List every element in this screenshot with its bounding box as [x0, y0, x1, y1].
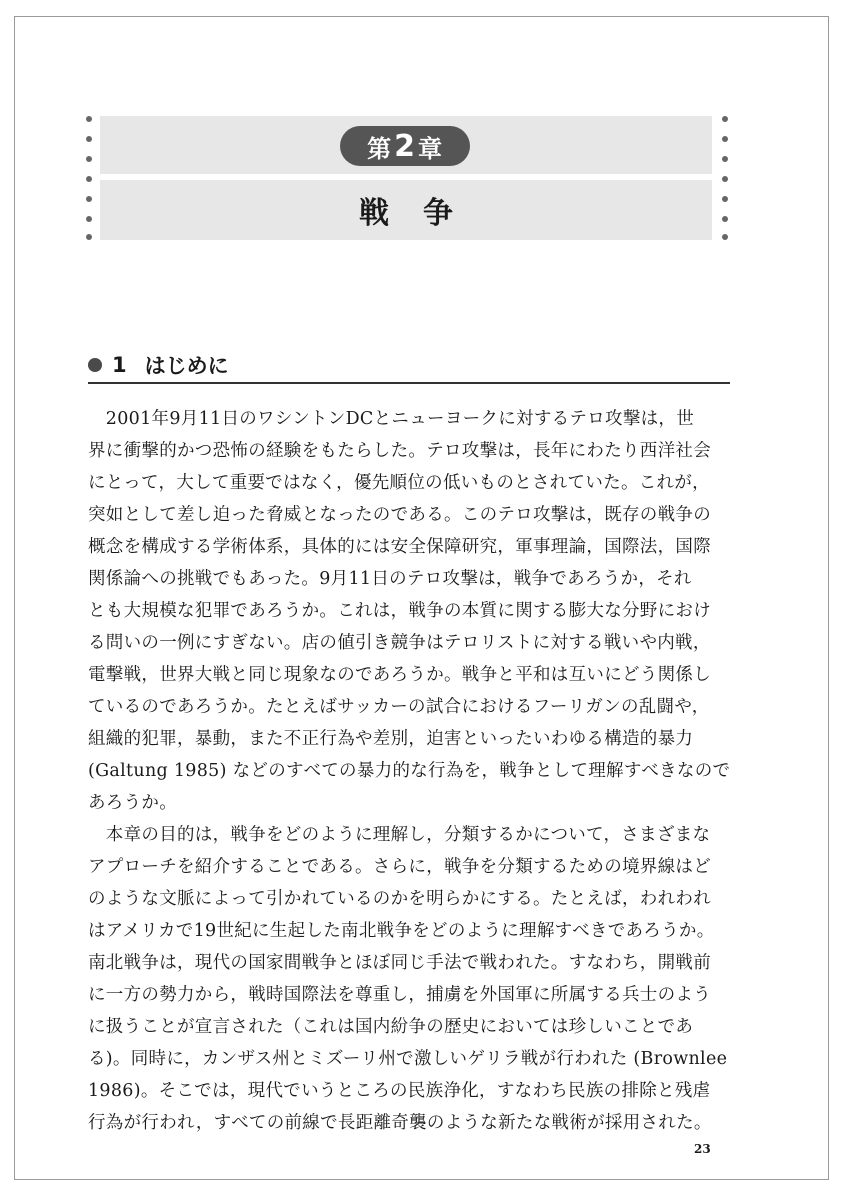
chapter-label — [340, 126, 470, 166]
body-line: 概念を構成する学術体系，具体的には安全保障研究，軍事理論，国際法，国際 — [88, 537, 711, 557]
body-line: はアメリカで19世紀に生起した南北戦争をどのように理解すべきであろうか。 — [88, 921, 715, 941]
body-line: (Galtung 1985) などのすべての暴力的な行為を，戦争として理解すべきなので — [88, 761, 731, 781]
body-line: 1986)。そこでは，現代でいうところの民族浄化，すなわち民族の排除と残虐 — [88, 1081, 711, 1101]
body-line: 関係論への挑戦でもあった。9月11日のテロ攻撃は，戦争であろうか，それ — [88, 569, 692, 589]
body-line: 本章の目的は，戦争をどのように理解し，分類するかについて，さまざまな — [88, 825, 711, 845]
body-line: のような文脈によって引かれているのかを明らかにする。たとえば，われわれ — [88, 889, 711, 909]
body-line: あろうか。 — [88, 793, 177, 813]
body-line: 2001年9月11日のワシントンDCとニューヨークに対するテロ攻撃は，世 — [88, 409, 695, 429]
chapter-header — [100, 116, 712, 240]
body-line: 電撃戦，世界大戦と同じ現象なのであろうか。戦争と平和は互いにどう関係し — [88, 665, 711, 685]
chapter-label-suffix: 章 — [417, 134, 443, 163]
body-line: とも大規模な犯罪であろうか。これは，戦争の本質に関する膨大な分野におけ — [88, 601, 711, 621]
body-line: にとって，大して重要ではなく，優先順位の低いものとされていた。これが， — [88, 473, 710, 493]
body-line: アプローチを紹介することである。さらに，戦争を分類するための境界線はど — [88, 857, 711, 877]
right-dot-border — [722, 116, 730, 240]
body-line: に扱うことが宣言された（これは国内紛争の歴史においては珍しいことであ — [88, 1017, 694, 1037]
body-line: 組織的犯罪，暴動，また不正行為や差別，迫害といったいわゆる構造的暴力 — [88, 729, 694, 749]
body-line: る問いの一例にすぎない。店の値引き競争はテロリストに対する戦いや内戦， — [88, 633, 711, 653]
section-title: はじめに — [144, 354, 229, 378]
left-dot-border — [86, 116, 94, 240]
body-line: ているのであろうか。たとえばサッカーの試合におけるフーリガンの乱闘や， — [88, 697, 710, 717]
body-line: に一方の勢力から，戦時国際法を尊重し，捕虜を外国軍に所属する兵士のよう — [88, 985, 711, 1005]
section-bullet-icon — [88, 358, 102, 372]
chapter-label-prefix: 第 — [367, 134, 393, 163]
body-line: 南北戦争は，現代の国家間戦争とほぼ同じ手法で戦われた。すなわち，開戦前 — [88, 953, 711, 973]
body-line: る)。同時に，カンザス州とミズーリ州で激しいゲリラ戦が行われた (Brownlee — [88, 1049, 728, 1069]
chapter-title: 戦争 — [359, 196, 487, 231]
chapter-number: 2 — [394, 128, 416, 164]
body-line: 突如として差し迫った脅威となったのである。このテロ攻撃は，既存の戦争の — [88, 505, 711, 525]
body-text — [88, 403, 730, 1139]
page-number: 23 — [694, 1142, 711, 1156]
body-line: 界に衝撃的かつ恐怖の経験をもたらした。テロ攻撃は，長年にわたり西洋社会 — [88, 441, 711, 461]
section-heading — [88, 348, 730, 384]
body-line: 行為が行われ，すべての前線で長距離奇襲のような新たな戦術が採用された。 — [88, 1113, 712, 1133]
section-number: 1 — [112, 353, 127, 377]
